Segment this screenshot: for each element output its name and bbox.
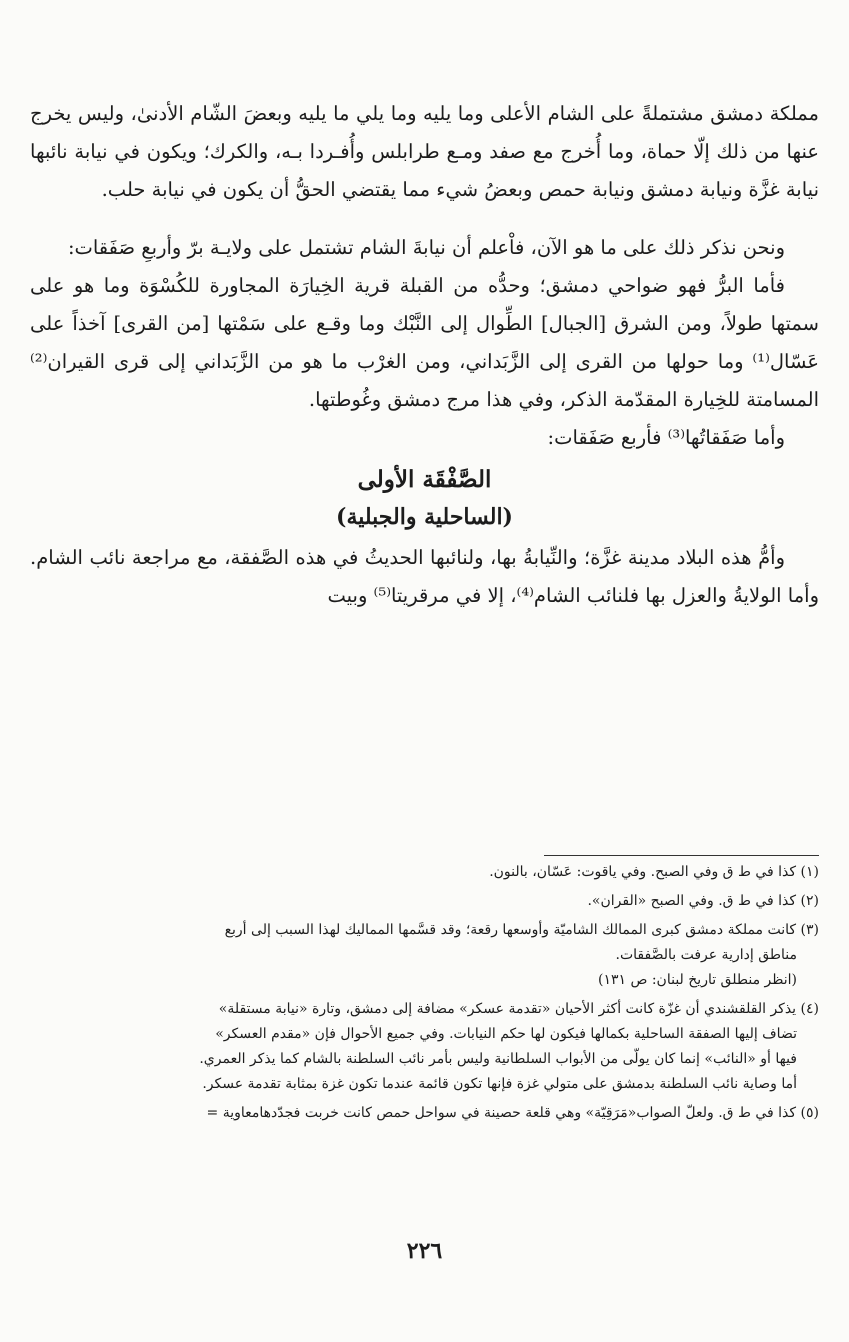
footnotes [30, 860, 819, 1130]
footnote-continuation: مناطق إدارية عرفت بالصَّفقات. [615, 947, 797, 963]
footnote-number: (٢) [800, 893, 819, 909]
footnote-continuation: تضاف إليها الصفقة الساحلية بكمالها فيكون لها حكم النيابات. وفي جميع الأحوال فإن «مقدم العسكر» [215, 1026, 797, 1042]
footnote-text: كذا في ط ق وفي الصبح. وفي ياقوت: عَسّان، بالنون. [489, 864, 797, 880]
paragraph-damascus-kingdom: مملكة دمشق مشتملةً على الشام الأعلى وما يليه وما يلي ما يليه وبعضَ الشّام الأدنىٰ، وليس يخرج عنها من ذلك إلّا حماة، وما أُخرج مع صفد ومـع طرابلس وأُفـردا بـه، والكرك؛ ويكون في نيابة نائبها نيابة غزَّة ونيابة دمشق ونيابة حمص وبعضُ شيء مما يقتضي الحقُّ أن يكون في نيابة حلب. [30, 102, 819, 201]
paragraph-barr-boundaries: فأما البرُّ فهو ضواحي دمشق؛ وحدُّه من القبلة قرية الخِيارَة المجاورة للكُسْوَة وما هو على سمتها طولاً، ومن الشرق [الجبال] الطِّوال إلى النَّبْك وما وقـع على سَمْتها [من القرى] آخذاً على عَسّال⁽¹⁾ وما حولها من القرى إلى الزَّبَداني، ومن الغرْب ما هو من الزَّبَداني إلى قرى القيران⁽²⁾ المسامتة للخِيارة المقدّمة الذكر، وفي هذا مرج دمشق وغُوطتها. [30, 274, 819, 411]
footnote-reference: (انظر منطلق تاريخ لبنان: ص ١٣١) [597, 972, 797, 988]
footnote-number: (٣) [800, 922, 819, 938]
paragraph-province-divisions: ونحن نذكر ذلك على ما هو الآن، فاْعلم أن نيابةَ الشام تشتمل على ولايـة برّ وأربعِ صَفَقات: [67, 236, 785, 259]
footnote-text: كذا في ط ق. وفي الصبح «القران». [587, 893, 797, 909]
footnote-1 [30, 860, 819, 885]
footnote-number: (١) [800, 864, 819, 880]
paragraph-safaqat-intro: وأما صَفَقاتُها⁽³⁾ فأربع صَفَقات: [547, 426, 785, 449]
footnote-number: (٤) [800, 1001, 819, 1017]
footnote-text: كانت مملكة دمشق كبرى الممالك الشاميّة وأوسعها رقعة؛ وقد قسَّمها المماليك لهذا السبب إلى أربع [224, 922, 797, 938]
footnote-text: يذكر القلقشندي أن غزّة كانت أكثر الأحيان «تقدمة عسكر» مضافة إلى دمشق، وتارة «نيابة مستقلة» [218, 1001, 797, 1017]
footnote-3 [30, 918, 819, 993]
footnote-continuation: فيها أو «النائب» إنما كان يولّى من الأبواب السلطانية وليس بأمر نائب السلطنة بالشام كما يذكر العمري. [199, 1051, 797, 1067]
section-subheading: (الساحلية والجبلية) [336, 504, 513, 530]
footnote-2 [30, 889, 819, 914]
footnote-5 [30, 1101, 819, 1126]
section-heading: الصَّفْقَة الأولى [357, 466, 492, 493]
footnote-separator [544, 855, 819, 856]
footnote-4 [30, 997, 819, 1097]
page-number: ٢٢٦ [406, 1238, 443, 1264]
footnote-number: (٥) [800, 1105, 819, 1121]
main-text [30, 95, 819, 615]
footnote-continuation: أما وصاية نائب السلطنة بدمشق على متولي غزة فإنها تكون قائمة عندما تكون غزة بمثابة تقدمة عسكر. [202, 1076, 797, 1092]
paragraph-gaza: وأمُّ هذه البلاد مدينة غزَّة؛ والنِّيابةُ بها، ولنائبها الحديثُ في هذه الصَّفقة، مع مراجعة نائب الشام. وأما الولايةُ والعزل بها فلنائب الشام⁽⁴⁾، إلا في مرقريتا⁽⁵⁾ وبيت [30, 546, 819, 607]
footnote-text: كذا في ط ق. ولعلّ الصواب«مَرَقِيّة» وهي قلعة حصينة في سواحل حمص كانت خربت فجدّدهامعاوية = [206, 1105, 797, 1121]
